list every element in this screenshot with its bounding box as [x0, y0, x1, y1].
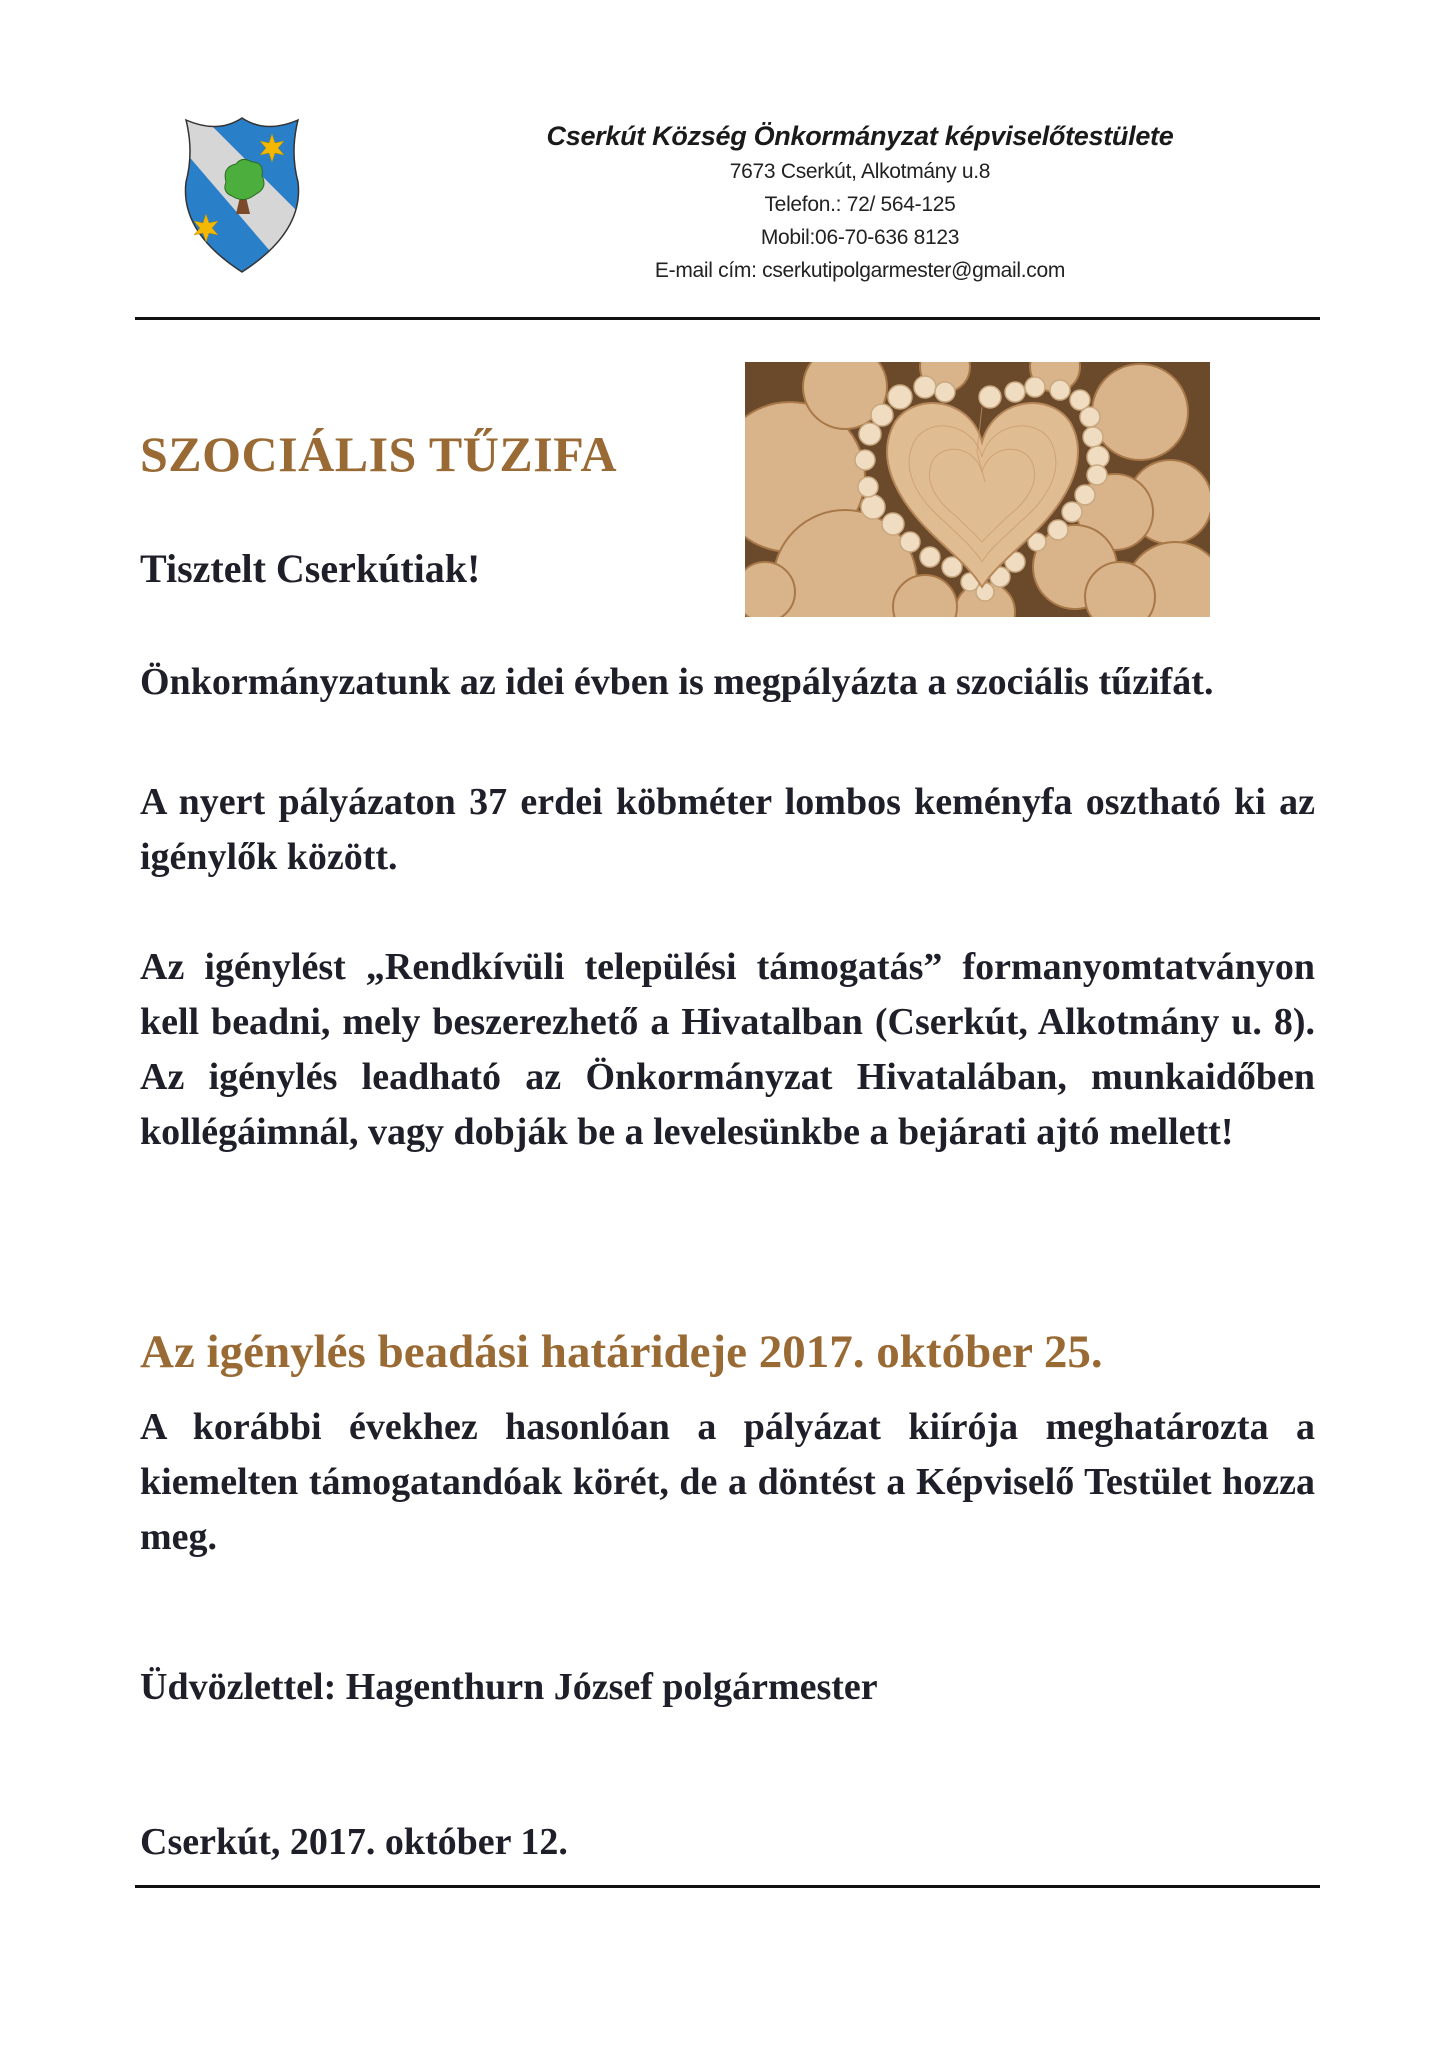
paragraph-procedure: Az igénylést „Rendkívüli települési támogatás” formanyomtatványon kell beadni, mely beszerezhető a Hivatalban (Cserkút, Alkotmány u. 8). Az igénylés leadható az Önkormányzat Hivatalában, munkaidőben kollégáimnál, vagy dobják be a levelesünkbe a bejárati ajtó mellett!: [140, 946, 1315, 1153]
organization-contact: [440, 117, 1280, 287]
address: 7673 Cserkút, Alkotmány u.8: [729, 160, 991, 183]
page-title: SZOCIÁLIS TŰZIFA: [140, 426, 618, 482]
letterhead: [0, 0, 1447, 320]
greeting: Tisztelt Cserkútiak!: [140, 546, 481, 591]
date-line: Cserkút, 2017. október 12.: [140, 1821, 568, 1863]
paragraph-decision: A korábbi évekhez hasonlóan a pályázat kiírója meghatározta a kiemelten támogatandóak körét, de a döntést a Képviselő Testület hozza meg.: [140, 1406, 1315, 1558]
footer-divider: [135, 1885, 1320, 1888]
organization-name: Cserkút Község Önkormányzat képviselőtestülete: [546, 121, 1174, 151]
header-divider: [135, 317, 1320, 320]
firewood-heart-image: [745, 362, 1210, 617]
paragraph-application: Önkormányzatunk az idei évben is megpályázta a szociális tűzifát.: [140, 661, 1214, 703]
phone: Telefon.: 72/ 564-125: [764, 193, 956, 216]
deadline-heading: Az igénylés beadási határideje 2017. október 25.: [140, 1326, 1103, 1378]
signature: Üdvözlettel: Hagenthurn József polgármester: [140, 1666, 878, 1708]
coat-of-arms-icon: [178, 112, 306, 277]
paragraph-amount: A nyert pályázaton 37 erdei köbméter lombos keményfa osztható ki az igénylők között.: [140, 781, 1315, 878]
email: E-mail cím: cserkutipolgarmester@gmail.com: [654, 259, 1066, 282]
mobile: Mobil:06-70-636 8123: [760, 226, 960, 249]
